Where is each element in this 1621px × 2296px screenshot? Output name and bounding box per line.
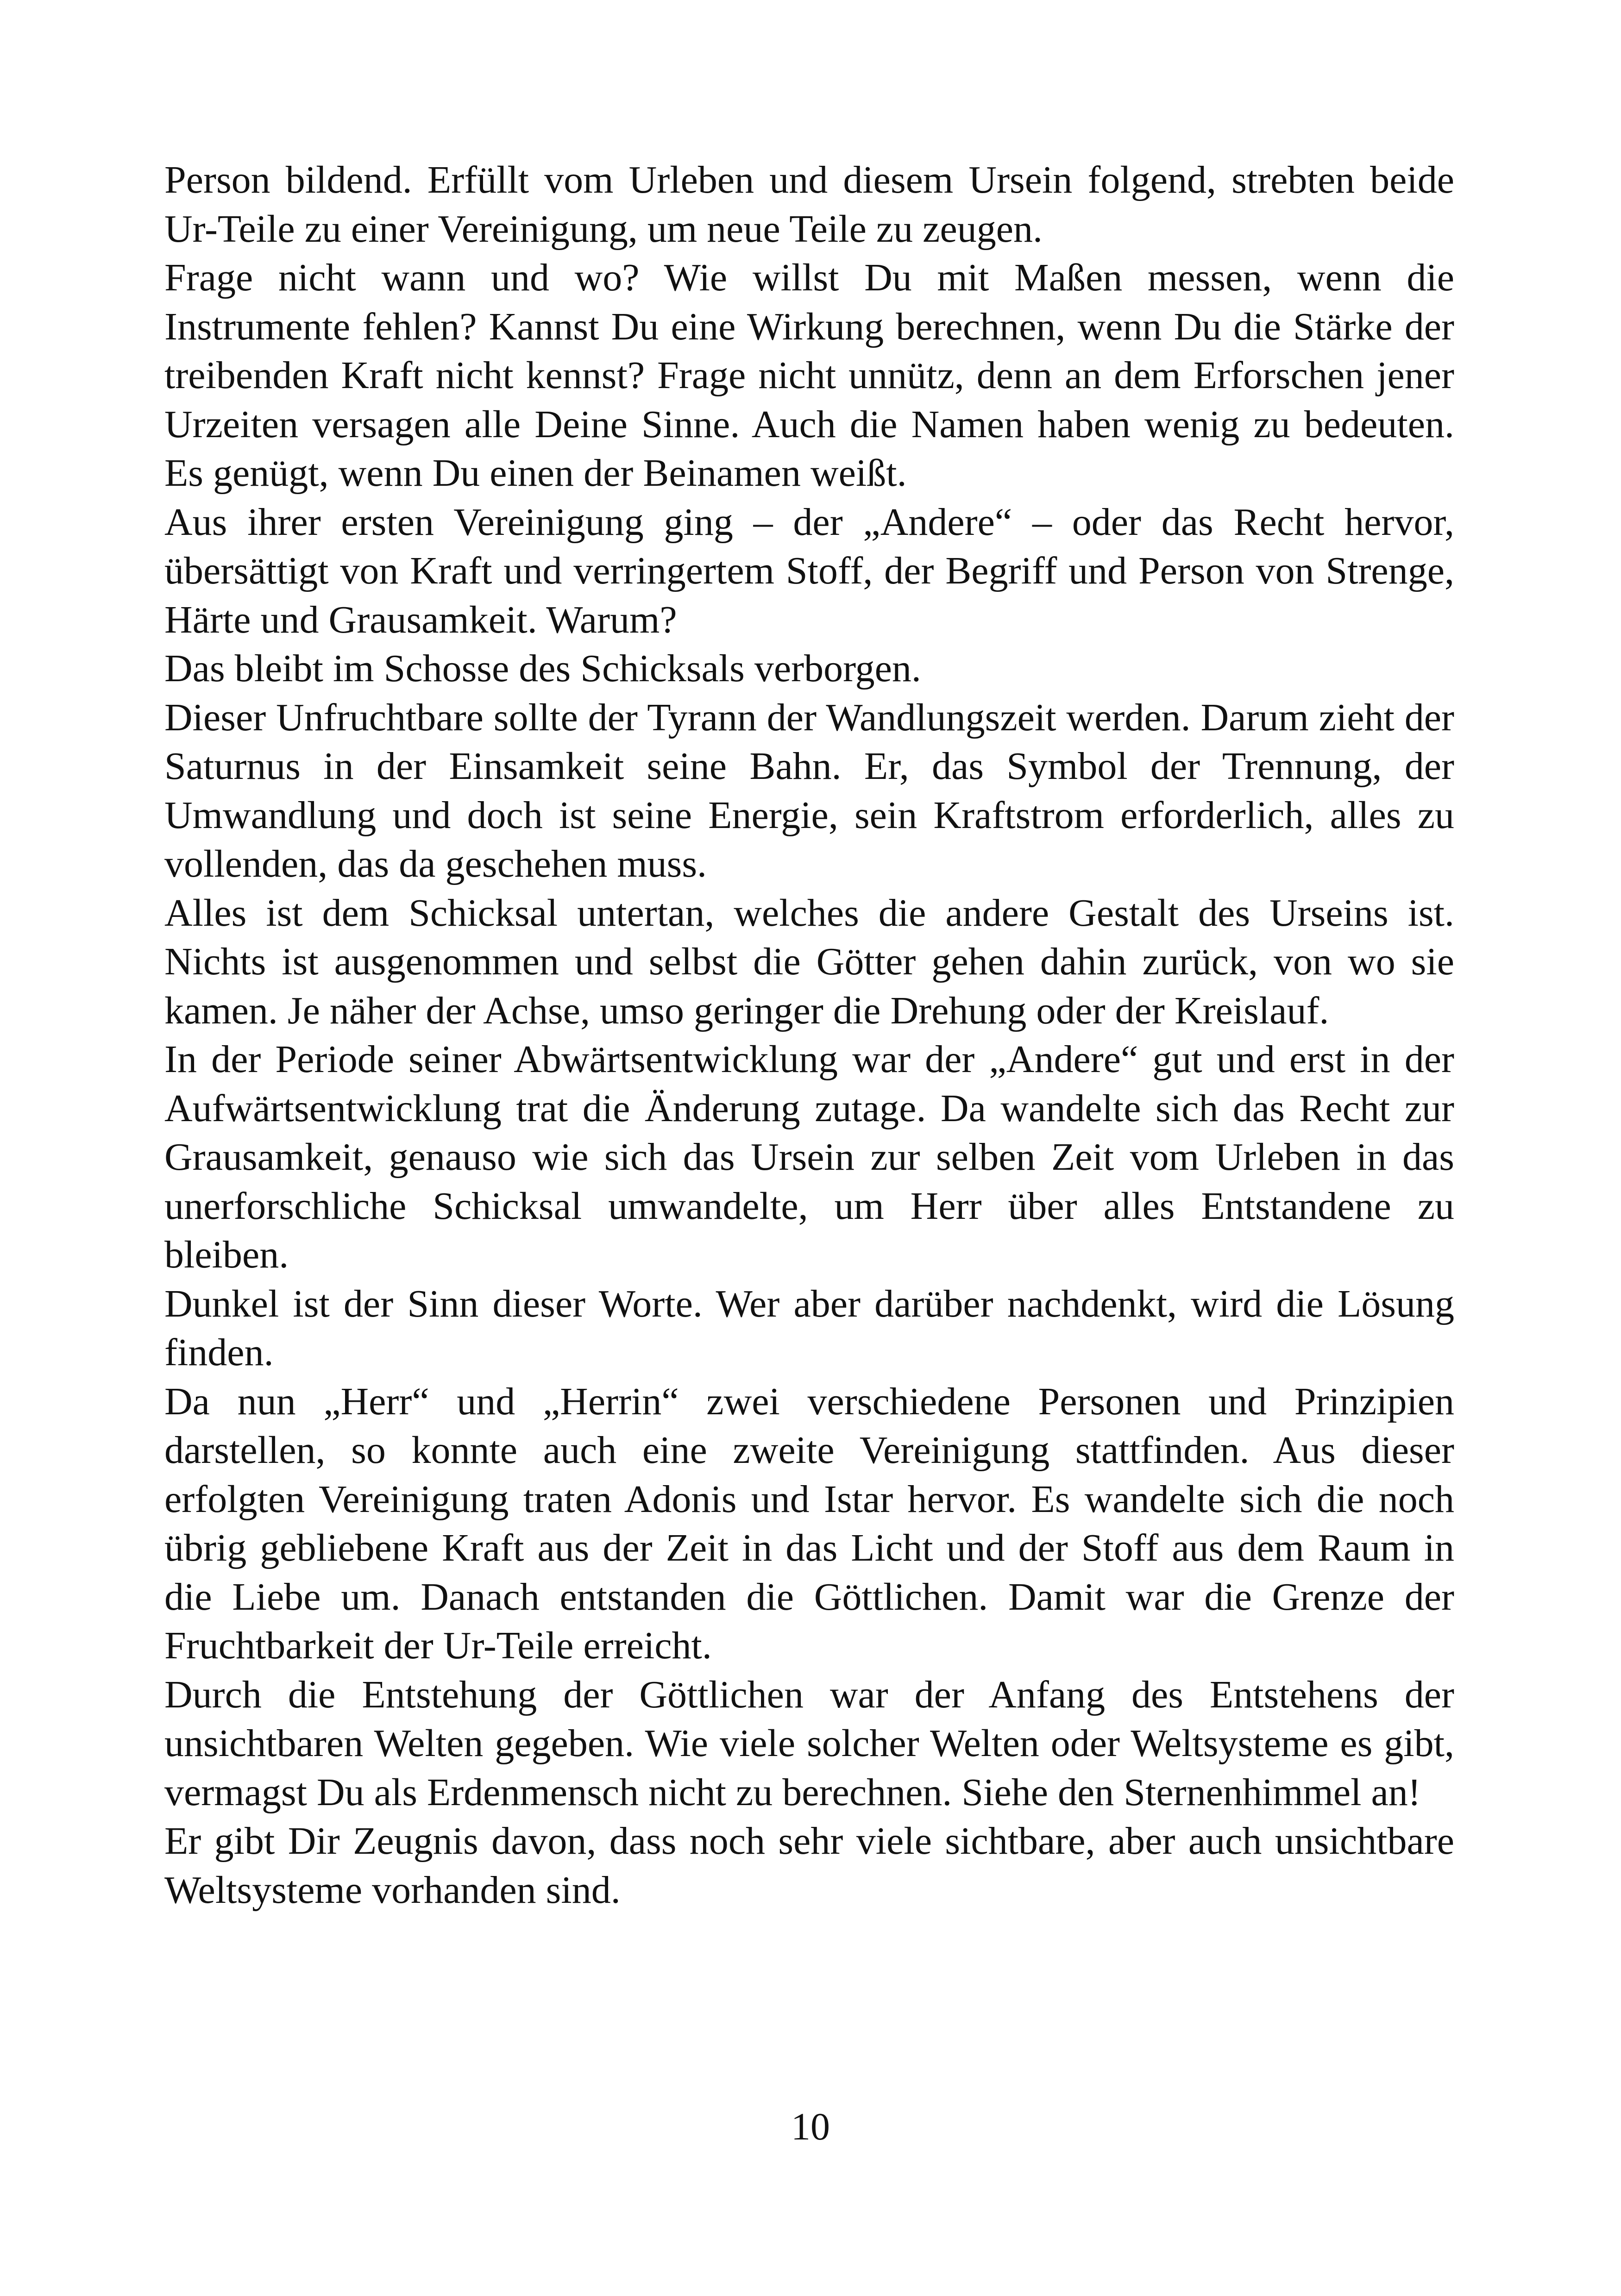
paragraph-3: Aus ihrer ersten Vereinigung ging – der „Andere“ – oder das Recht hervor, übersättigt von Kraft und verringertem Stoff, der Begriff und Person von Strenge, Härte und Grausamkeit. Warum? bbox=[164, 500, 1454, 641]
page-number: 10 bbox=[791, 2105, 830, 2148]
body-text bbox=[164, 156, 1454, 1914]
paragraph-5: Dieser Unfruchtbare sollte der Tyrann der Wandlungszeit werden. Darum zieht der Saturnus in der Einsamkeit seine Bahn. Er, das Symbol der Trennung, der Umwandlung und doch ist seine Energie, sein Kraftstrom erforderlich, alles zu vollenden, das da geschehen muss. bbox=[164, 696, 1454, 885]
paragraph-2: Frage nicht wann und wo? Wie willst Du mit Maßen messen, wenn die Instrumente fehlen? Kannst Du eine Wirkung berechnen, wenn Du die Stärke der treibenden Kraft nicht kennst? Frage nicht unnütz, denn an dem Erforschen jener Urzeiten versagen alle Deine Sinne. Auch die Namen haben wenig zu bedeuten. Es genügt, wenn Du einen der Beinamen weißt. bbox=[164, 256, 1454, 495]
paragraph-4: Das bleibt im Schosse des Schicksals verborgen. bbox=[164, 647, 921, 690]
paragraph-8: Dunkel ist der Sinn dieser Worte. Wer aber darüber nachdenkt, wird die Lösung finden. bbox=[164, 1282, 1454, 1374]
paragraph-11: Er gibt Dir Zeugnis davon, dass noch sehr viele sichtbare, aber auch unsichtbare Weltsysteme vorhanden sind. bbox=[164, 1819, 1454, 1912]
paragraph-1: Person bildend. Erfüllt vom Urleben und diesem Ursein folgend, strebten beide Ur-Teile zu einer Vereinigung, um neue Teile zu zeugen. bbox=[164, 158, 1454, 251]
paragraph-10: Durch die Entstehung der Göttlichen war der Anfang des Entstehens der unsichtbaren Welten gegeben. Wie viele solcher Welten oder Weltsysteme es gibt, vermagst Du als Erdenmensch nicht zu berechnen. Siehe den Sternenhimmel an! bbox=[164, 1673, 1454, 1814]
paragraph-6: Alles ist dem Schicksal untertan, welches die andere Gestalt des Urseins ist. Nichts ist ausgenommen und selbst die Götter gehen dahin zurück, von wo sie kamen. Je näher der Achse, umso geringer die Drehung oder der Kreislauf. bbox=[164, 891, 1454, 1032]
paragraph-9: Da nun „Herr“ und „Herrin“ zwei verschiedene Personen und Prinzipien darstellen, so konnte auch eine zweite Vereinigung stattfinden. Aus dieser erfolgten Vereinigung traten Adonis und Istar hervor. Es wandelte sich die noch übrig gebliebene Kraft aus der Zeit in das Licht und der Stoff aus dem Raum in die Liebe um. Danach entstanden die Göttlichen. Damit war die Grenze der Fruchtbarkeit der Ur-Teile erreicht. bbox=[164, 1380, 1454, 1667]
paragraph-7: In der Periode seiner Abwärtsentwicklung war der „Andere“ gut und erst in der Aufwärtsentwicklung trat die Änderung zutage. Da wandelte sich das Recht zur Grausamkeit, genauso wie sich das Ursein zur selben Zeit vom Urleben in das unerforschliche Schicksal umwandelte, um Herr über alles Entstandene zu bleiben. bbox=[164, 1038, 1454, 1276]
